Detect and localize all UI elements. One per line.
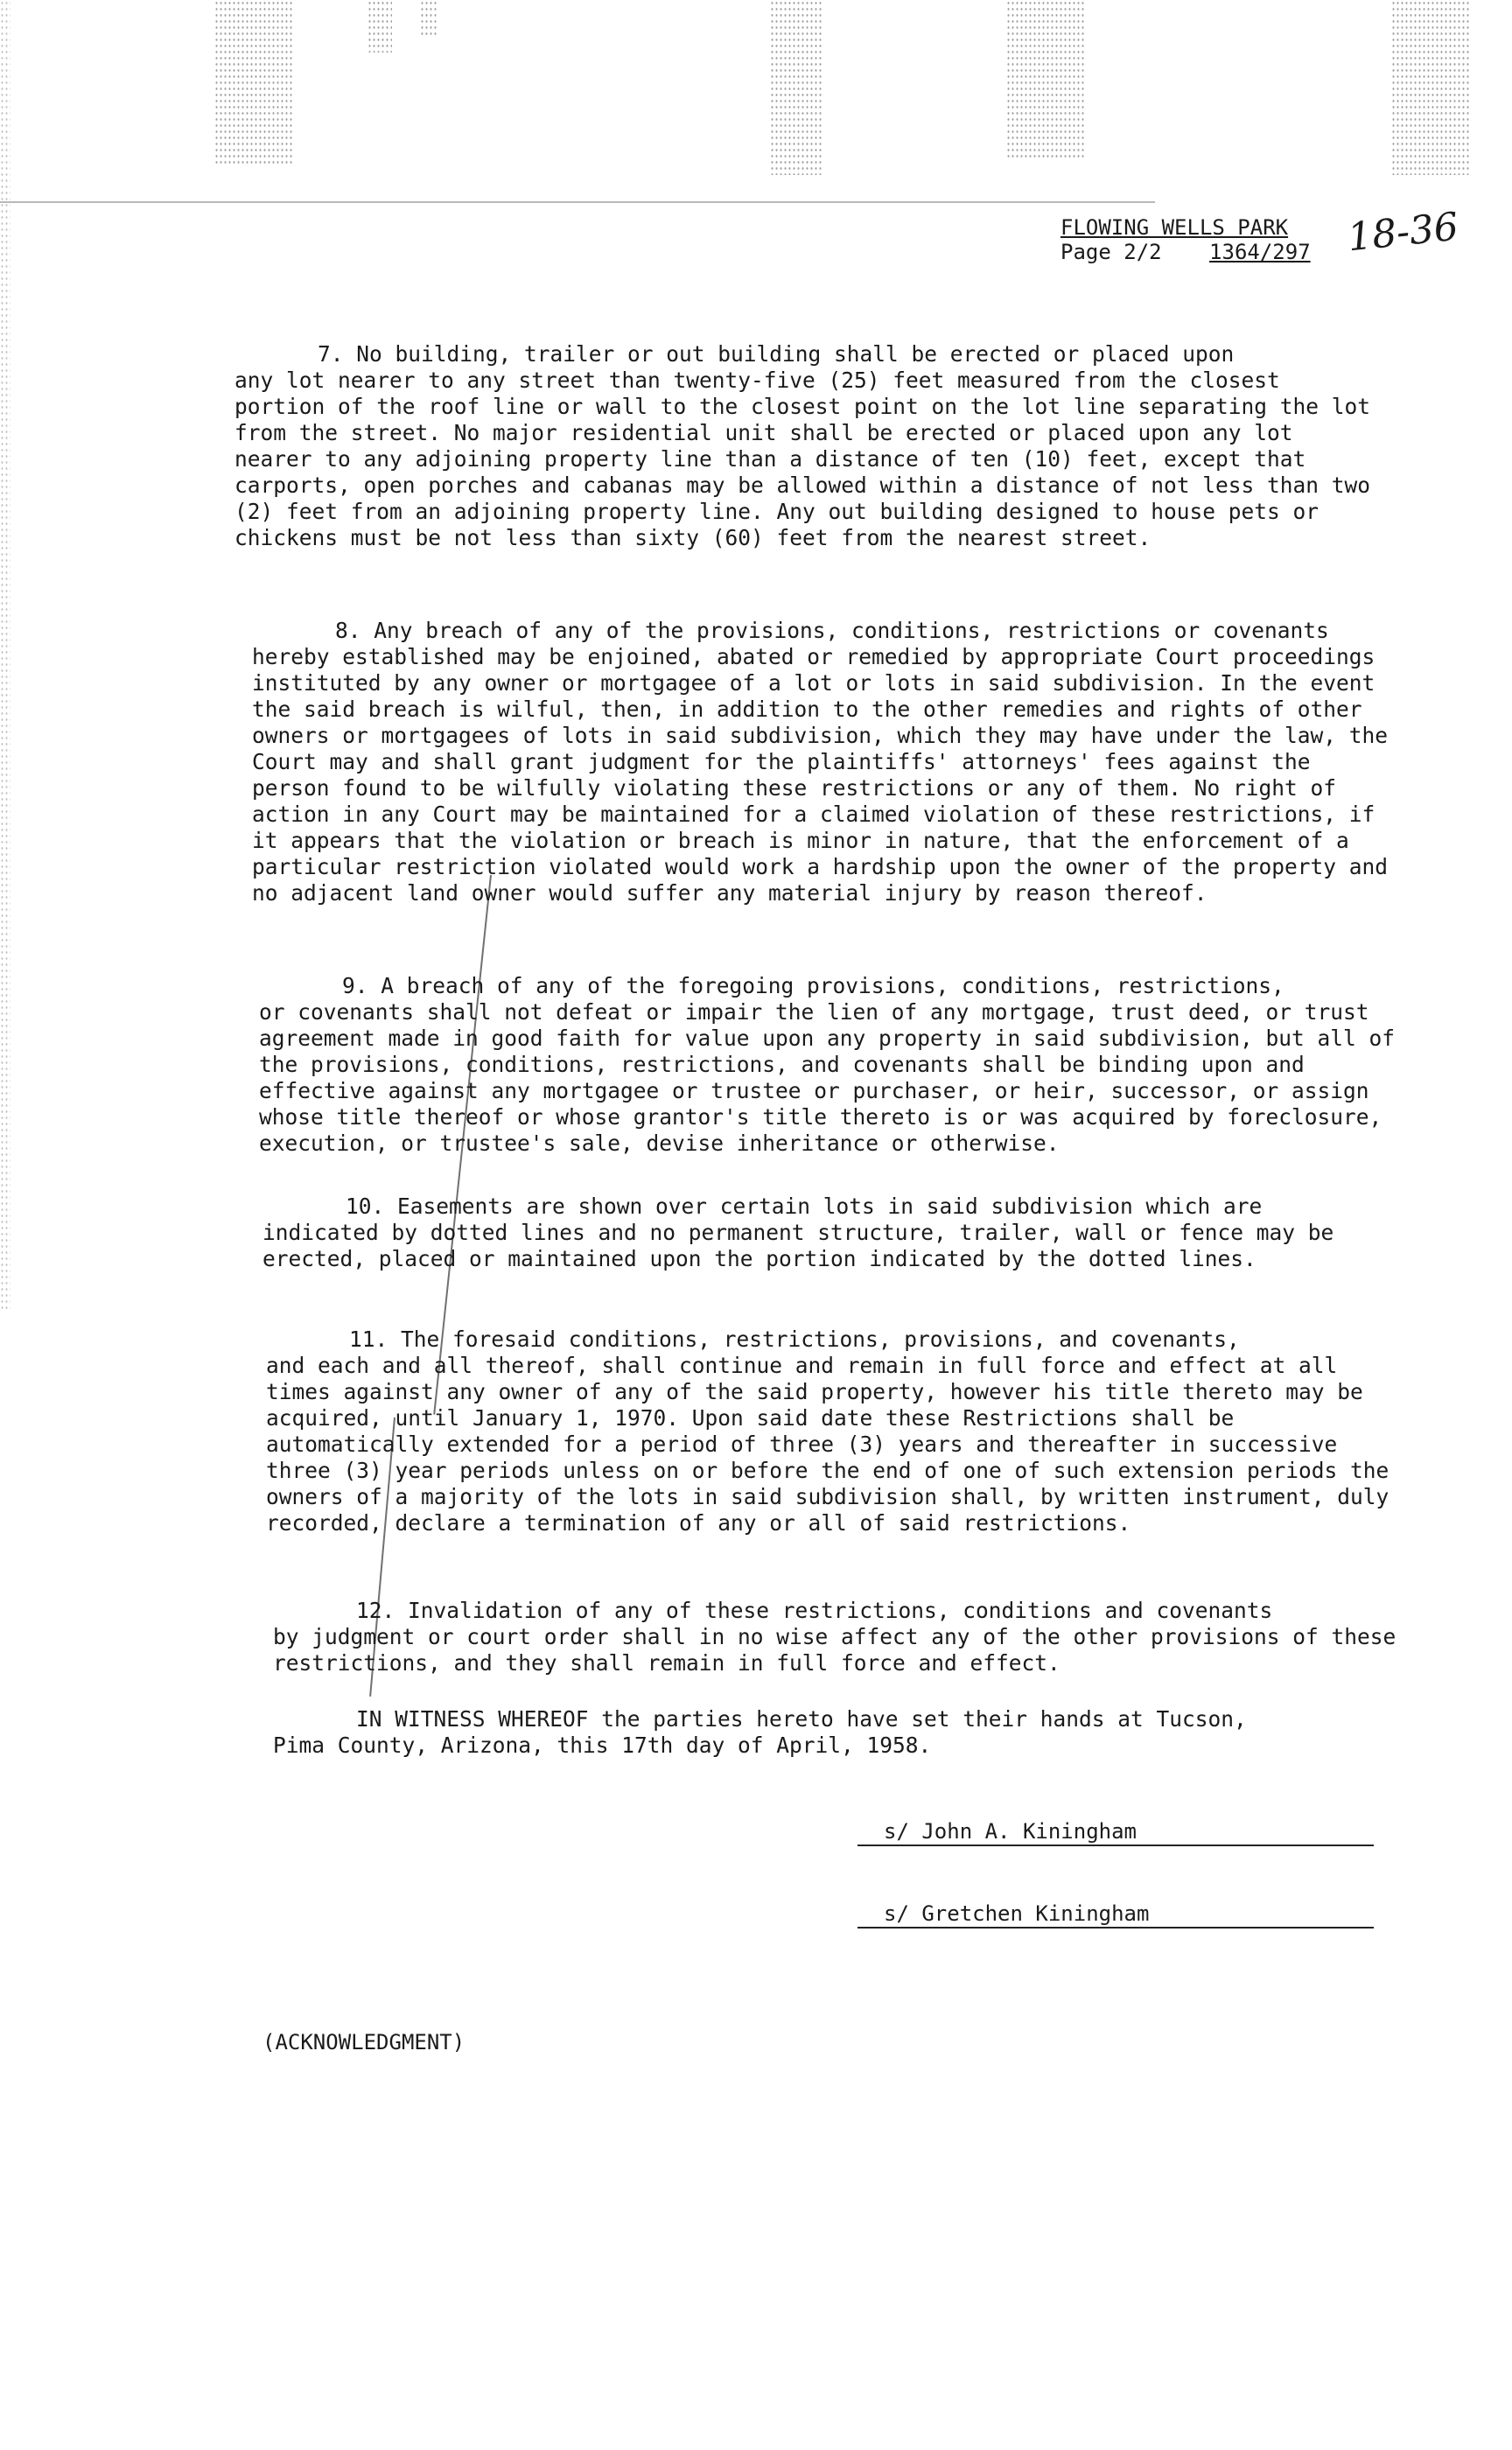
paragraph-7	[234, 341, 1372, 551]
scan-noise	[1006, 0, 1085, 158]
scan-noise	[0, 0, 10, 1312]
paragraph-text: indicated by dotted lines and no permanent structure, trailer, wall or fence may be erected, placed or maintained upon the portion indicated by the dotted lines.	[262, 1220, 1334, 1271]
scan-noise	[420, 0, 438, 35]
paragraph-12	[273, 1598, 1410, 1676]
paragraph-first-line: 8. Any breach of any of the provisions, conditions, restrictions or covenants	[335, 618, 1329, 643]
paragraph-text: any lot nearer to any street than twenty-five (25) feet measured from the closest portion of the roof line or wall to the closest point on the lot line separating the lot from the street. No major residential unit shall be erected or placed upon any lot nearer to any adjoining property line than a distance of ten (10) feet, except that carports, open porches and cabanas may be allowed within a distance of not less than two (2) feet from an adjoining property line. Any out building designed to house pets or chickens must be not less than sixty (60) feet from the nearest street.	[234, 368, 1371, 550]
paragraph-first-line: 9. A breach of any of the foregoing provisions, conditions, restrictions,	[342, 973, 1284, 998]
scan-noise	[368, 0, 392, 52]
paragraph-first-line: 11. The foresaid conditions, restrictions, provisions, and covenants,	[349, 1326, 1240, 1352]
record-number: 1364/297	[1209, 240, 1311, 264]
paragraph-text: and each and all thereof, shall continue and remain in full force and effect at all times against any owner of any of the said property, however his title thereto may be acquired, until January 1, 1970. Upon said date these Restrictions shall be automatically extended for a period of three (3) years and thereafter in successive three (3) year periods unless on or before the end of one of such extension periods the owners of a majority of the lots in said subdivision shall, by written instrument, duly recorded, declare a termination of any or all of said restrictions.	[266, 1353, 1390, 1536]
signature-line: s/ John A. Kiningham	[858, 1818, 1374, 1846]
scan-noise	[770, 0, 822, 175]
paragraph-first-line: 12. Invalidation of any of these restrictions, conditions and covenants	[356, 1598, 1273, 1623]
paragraph-first-line: 7. No building, trailer or out building shall be erected or placed upon	[318, 341, 1235, 367]
paragraph-11	[266, 1326, 1404, 1536]
acknowledgment-label: (ACKNOWLEDGMENT)	[262, 2030, 466, 2054]
scan-noise	[1391, 0, 1470, 175]
header-title: FLOWING WELLS PARK	[1060, 215, 1289, 240]
paragraph-10	[262, 1194, 1400, 1272]
paragraph-text: by judgment or court order shall in no wise affect any of the other provisions of these restrictions, and they shall remain in full force and effect.	[273, 1624, 1396, 1676]
handwritten-note: 18-36	[1345, 204, 1461, 261]
paragraph-9	[259, 973, 1396, 1157]
witness-clause	[273, 1706, 1410, 1759]
paragraph-first-line: 10. Easements are shown over certain lots in said subdivision which are	[346, 1194, 1263, 1219]
signature-line: s/ Gretchen Kiningham	[858, 1900, 1374, 1928]
paragraph-text: or covenants shall not defeat or impair the lien of any mortgage, trust deed, or trust agreement made in good faith for value upon any property in said subdivision, but all of the provisions, conditions, restrictions, and covenants shall be binding upon and effective against any mortgagee or trustee or purchaser, or heir, successor, or assign whose title thereof or whose grantor's title thereto is or was acquired by foreclosure, execution, or trustee's sale, devise inheritance or otherwise.	[259, 999, 1396, 1156]
paragraph-8	[252, 618, 1390, 906]
scan-line	[0, 201, 1155, 203]
page-label: Page 2/2	[1060, 240, 1162, 264]
paragraph-text: hereby established may be enjoined, abated or remedied by appropriate Court proceedings instituted by any owner or mortgagee of a lot or lots in said subdivision. In the event the said breach is wilful, then, in addition to the other remedies and rights of other owners or mortgagees of lots in said subdivision, which they may have under the law, the Court may and shall grant judgment for the plaintiffs' attorneys' fees against the person found to be wilfully violating these restrictions or any of them. No right of action in any Court may be maintained for a claimed violation of these restrictions, if it appears that the violation or breach is minor in nature, that the enforcement of a particular restriction violated would work a hardship upon the owner of the property and no adjacent land owner would suffer any material injury by reason thereof.	[252, 644, 1389, 906]
witness-text: Pima County, Arizona, this 17th day of April, 1958.	[273, 1732, 932, 1758]
witness-first-line: IN WITNESS WHEREOF the parties hereto have set their hands at Tucson,	[356, 1706, 1247, 1732]
document-header	[1060, 215, 1311, 264]
scan-noise	[214, 0, 293, 166]
